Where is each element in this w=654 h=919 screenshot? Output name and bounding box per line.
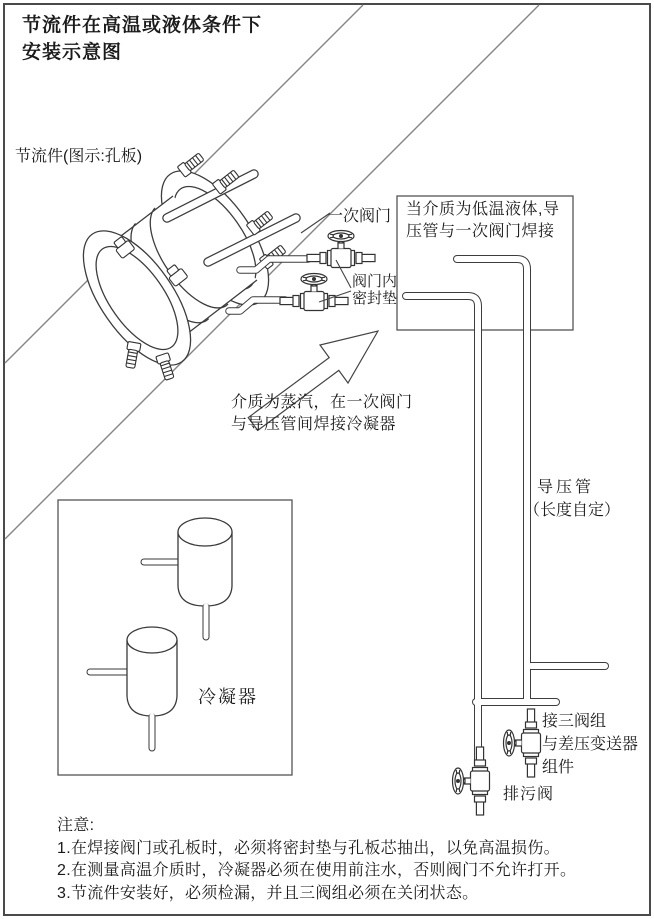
note-item: 2.在测量高温介质时，冷凝器必须在使用前注水，否则阀门不允许打开。 (57, 862, 577, 879)
primary-valve-label: 一次阀门 (327, 208, 392, 225)
notes-block (57, 815, 576, 905)
drain-valve-label: 排污阀 (503, 786, 555, 803)
steam-note-text: 介质为蒸汽，在一次阀门 与导压管间焊接冷凝器 (231, 394, 413, 433)
page-title: 节流件在高温或液体条件下 安装示意图 (22, 15, 263, 63)
valve-seal-label: 阀门内 密封垫 (352, 273, 398, 307)
note-item: 1.在焊接阀门或孔板时，必须将密封垫与孔板芯抽出，以免高温损伤。 (57, 839, 560, 857)
impulse-pipe-label: 导压管 (537, 479, 595, 496)
three-valve-group-label: 接三阀组 与差压变送器 组件 (542, 713, 639, 776)
lowtemp-note-text: 当介质为低温液体,导 压管与一次阀门焊接 (406, 201, 560, 240)
notes-heading: 注意: (57, 817, 95, 834)
note-item: 3.节流件安装好，必须检漏，并且三阀组必须在关闭状态。 (57, 884, 479, 902)
throttle-part-label: 节流件(图示:孔板) (15, 148, 143, 165)
impulse-pipe-length-label: （长度自定） (524, 502, 621, 519)
condenser-label: 冷凝器 (198, 687, 258, 707)
